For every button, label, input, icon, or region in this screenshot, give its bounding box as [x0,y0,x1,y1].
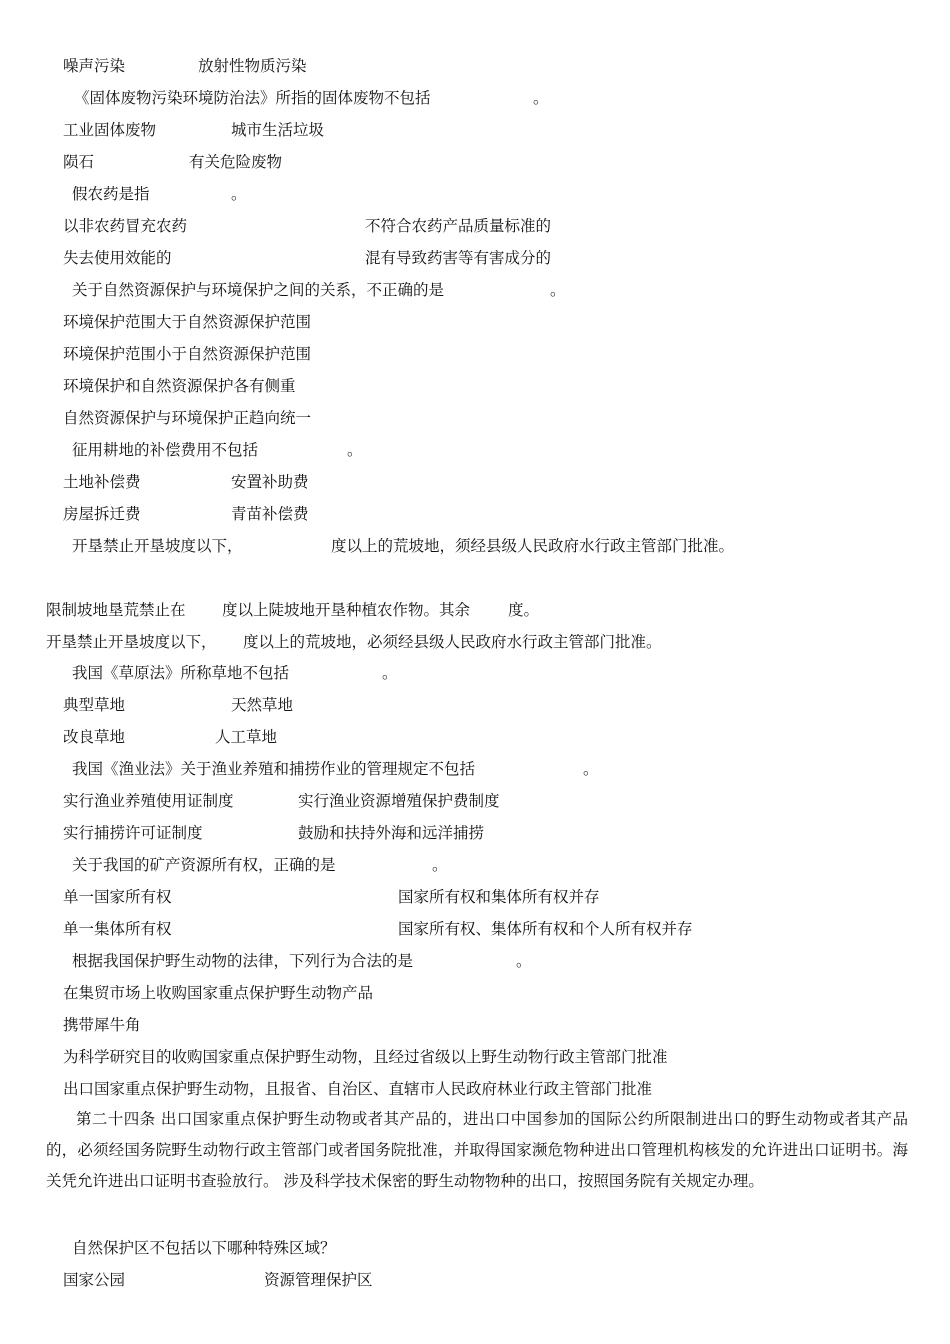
text-line-26-segment-1: 单一国家所有权 [63,888,172,906]
text-line-13-segment-1: 征用耕地的补偿费用不包括 [72,441,259,459]
text-line-17-segment-3: 度。 [508,601,540,619]
text-line-11-segment-1: 环境保护和自然资源保护各有侧重 [63,377,296,395]
text-line-28-segment-1: 根据我国保护野生动物的法律，下列行为合法的是 [72,952,414,970]
article-paragraph: 第二十四条 出口国家重点保护野生动物或者其产品的，进出口中国参加的国际公约所限制进出口的野生动物或者其产品的，必须经国务院野生动物行政主管部门或者国务院批准，并取得国家濒危物种进出口管理机构核发的允许进出口证明书。海关凭允许进出口证明书查验放行。 涉及科学技术保密的野生动物物种的出口，按照国务院有关规定办理。 [46,1110,908,1190]
text-line-1-segment-1: 噪声污染 [63,57,126,75]
text-line-26-segment-2: 国家所有权和集体所有权并存 [398,888,600,906]
text-line-24-segment-1: 实行捕捞许可证制度 [63,824,203,842]
text-line-15-segment-1: 房屋拆迁费 [63,505,141,523]
text-line-13-segment-2: 。 [347,441,363,459]
text-line-32-segment-1: 出口国家重点保护野生动物，且报省、自治区、直辖市人民政府林业行政主管部门批准 [63,1080,653,1098]
text-line-16-segment-1: 开垦禁止开垦坡度以下， [72,537,243,555]
text-line-1-segment-2: 放射性物质污染 [198,57,307,75]
text-line-2-segment-1: 《固体废物污染环境防治法》所指的固体废物不包括 [74,89,431,107]
text-line-7-segment-1: 失去使用效能的 [63,249,172,267]
text-line-16-segment-2: 度以上的荒坡地，须经县级人民政府水行政主管部门批准。 [331,537,735,555]
text-line-8-segment-1: 关于自然资源保护与环境保护之间的关系，不正确的是 [72,281,445,299]
text-line-7-segment-2: 混有导致药害等有害成分的 [365,249,552,267]
text-line-33-segment-1: 自然保护区不包括以下哪种特殊区域？ [72,1239,336,1257]
text-line-25-segment-2: 。 [432,856,448,874]
text-line-5-segment-1: 假农药是指 [72,185,150,203]
text-line-29-segment-1: 在集贸市场上收购国家重点保护野生动物产品 [63,984,374,1002]
text-line-14-segment-2: 安置补助费 [231,473,309,491]
text-line-27-segment-1: 单一集体所有权 [63,920,172,938]
text-line-24-segment-2: 鼓励和扶持外海和远洋捕捞 [298,824,485,842]
text-line-15-segment-2: 青苗补偿费 [231,505,309,523]
text-line-5-segment-2: 。 [231,185,247,203]
text-line-28-segment-2: 。 [516,952,532,970]
text-line-8-segment-2: 。 [550,281,566,299]
text-line-14-segment-1: 土地补偿费 [63,473,141,491]
text-line-34-segment-2: 资源管理保护区 [264,1271,373,1289]
text-line-18-segment-2: 度以上的荒坡地，必须经县级人民政府水行政主管部门批准。 [243,633,662,651]
text-line-18-segment-1: 开垦禁止开垦坡度以下， [46,633,217,651]
text-line-4-segment-1: 陨石 [63,153,95,171]
text-line-31-segment-1: 为科学研究目的收购国家重点保护野生动物，且经过省级以上野生动物行政主管部门批准 [63,1048,668,1066]
text-line-19-segment-1: 我国《草原法》所称草地不包括 [72,664,290,682]
text-line-2-segment-2: 。 [533,89,549,107]
text-line-34-segment-1: 国家公园 [63,1271,126,1289]
text-line-27-segment-2: 国家所有权、集体所有权和个人所有权并存 [398,920,693,938]
text-line-21-segment-2: 人工草地 [215,728,278,746]
text-line-17-segment-1: 限制坡地垦荒禁止在 [46,601,186,619]
text-line-10-segment-1: 环境保护范围小于自然资源保护范围 [63,345,312,363]
text-line-6-segment-2: 不符合农药产品质量标准的 [365,217,552,235]
text-line-22-segment-1: 我国《渔业法》关于渔业养殖和捕捞作业的管理规定不包括 [72,760,476,778]
text-line-19-segment-2: 。 [382,664,398,682]
text-line-20-segment-2: 天然草地 [231,696,294,714]
text-line-21-segment-1: 改良草地 [63,728,126,746]
text-line-17-segment-2: 度以上陡坡地开垦种植农作物。其余 [222,601,471,619]
text-line-23-segment-1: 实行渔业养殖使用证制度 [63,792,234,810]
text-line-12-segment-1: 自然资源保护与环境保护正趋向统一 [63,409,312,427]
text-line-20-segment-1: 典型草地 [63,696,126,714]
text-line-3-segment-2: 城市生活垃圾 [231,121,325,139]
text-line-23-segment-2: 实行渔业资源增殖保护费制度 [298,792,500,810]
text-line-9-segment-1: 环境保护范围大于自然资源保护范围 [63,313,312,331]
text-line-6-segment-1: 以非农药冒充农药 [63,217,188,235]
text-line-4-segment-2: 有关危险废物 [189,153,283,171]
text-line-22-segment-2: 。 [583,760,599,778]
text-line-30-segment-1: 携带犀牛角 [63,1016,141,1034]
text-line-25-segment-1: 关于我国的矿产资源所有权，正确的是 [72,856,336,874]
text-line-3-segment-1: 工业固体废物 [63,121,157,139]
